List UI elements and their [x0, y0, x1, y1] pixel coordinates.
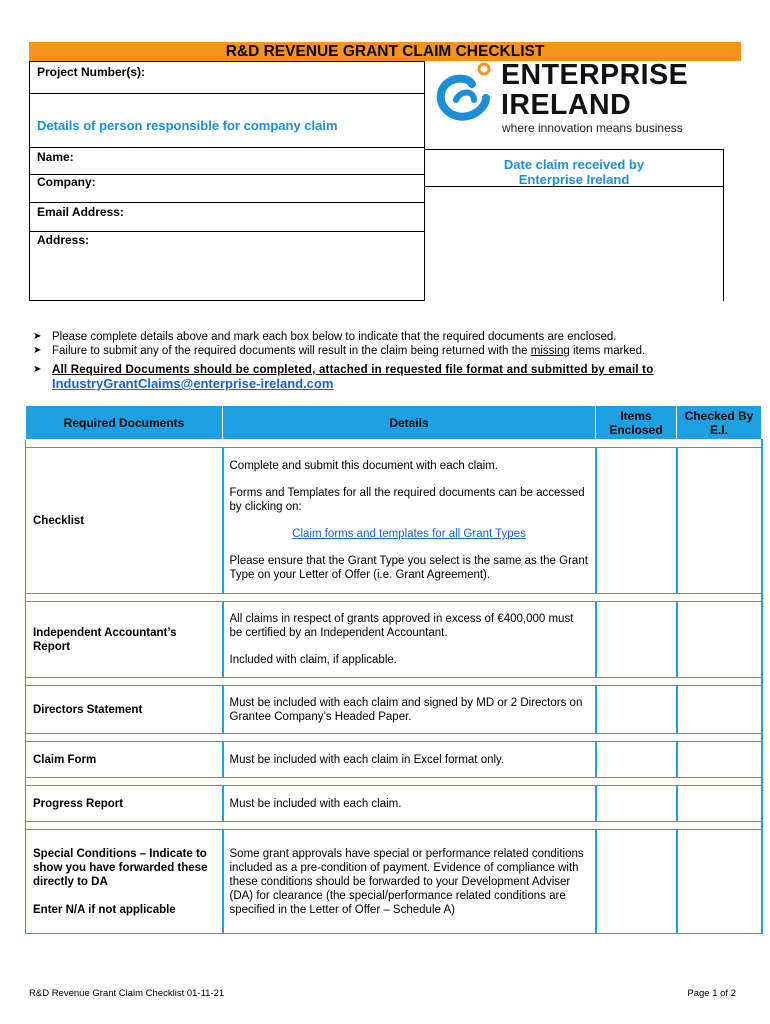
logo-line1: ENTERPRISE: [501, 59, 689, 91]
company-field[interactable]: [30, 175, 424, 203]
table-row: [26, 742, 762, 778]
email-label: Email Address:: [37, 205, 124, 219]
items-enclosed-checkbox[interactable]: [596, 686, 677, 734]
project-numbers-field[interactable]: [30, 62, 424, 94]
detail-text: Please ensure that the Grant Type you select is the same as the Grant Type on your Letter of Offer (i.e. Grant Agreement).: [229, 555, 588, 581]
table-row: [26, 602, 762, 678]
doc-details: [223, 786, 596, 822]
company-label: Company:: [37, 175, 96, 189]
doc-name: Independent Accountant’s Report: [26, 602, 223, 678]
project-numbers-label: Project Number(s):: [37, 65, 146, 79]
footer-page-number: Page 1 of 2: [687, 988, 736, 999]
header-details: Details: [223, 406, 596, 440]
table-row: [26, 448, 762, 594]
detail-text: All claims in respect of grants approved in excess of €400,000 must be certified by an Independent Accountant.: [229, 613, 574, 639]
date-received-label: [425, 150, 723, 187]
table-row: [26, 786, 762, 822]
claimant-details-form: [29, 61, 425, 301]
detail-text: Some grant approvals have special or performance related conditions included as a pre-condition of payment. Evidence of compliance with these conditions should be forwarded to your Development Adviser (DA) for clearance (the special/performance related conditions are specified in the Letter of Offer – Schedule A): [229, 847, 584, 916]
email-field[interactable]: [30, 203, 424, 232]
checked-by-ei-checkbox[interactable]: [677, 448, 762, 594]
doc-name: Claim Form: [26, 742, 223, 778]
page-title: R&D REVENUE GRANT CLAIM CHECKLIST: [29, 42, 741, 61]
logo-swirl-icon: [432, 62, 494, 126]
table-row: [26, 686, 762, 734]
checked-by-ei-checkbox[interactable]: [677, 742, 762, 778]
items-enclosed-checkbox[interactable]: [596, 602, 677, 678]
details-heading: Details of person responsible for company claim: [37, 118, 338, 133]
doc-details: [223, 602, 596, 678]
detail-text: Must be included with each claim.: [229, 797, 402, 810]
logo-line2: IRELAND: [501, 89, 632, 121]
doc-details: [223, 742, 596, 778]
items-enclosed-checkbox[interactable]: [596, 830, 677, 934]
instruction-item: [33, 330, 743, 344]
instruction-text: Failure to submit any of the required documents will result in the claim being returned with the: [52, 345, 531, 357]
checked-by-ei-checkbox[interactable]: [677, 830, 762, 934]
checked-by-ei-checkbox[interactable]: [677, 786, 762, 822]
items-enclosed-checkbox[interactable]: [596, 448, 677, 594]
instruction-item: [33, 344, 743, 358]
detail-text: Must be included with each claim and signed by MD or 2 Directors on Grantee Company’s Headed Paper.: [229, 696, 583, 723]
arrow-bullet-icon: ➤: [33, 364, 42, 375]
detail-text: Complete and submit this document with each claim.: [229, 460, 498, 472]
missing-word: missing: [530, 345, 570, 357]
instruction-text: All Required Documents should be completed, attached in requested file format and submitted by email to: [52, 364, 654, 376]
arrow-bullet-icon: ➤: [33, 331, 42, 342]
detail-text: Included with claim, if applicable.: [229, 654, 397, 666]
checked-by-ei-checkbox[interactable]: [677, 686, 762, 734]
name-label: Name:: [37, 150, 74, 164]
address-field[interactable]: [30, 232, 424, 300]
header-checked-by-ei: Checked By E.I.: [677, 406, 762, 440]
enterprise-ireland-logo: [432, 60, 732, 138]
date-received-box: [425, 149, 724, 301]
doc-name: Checklist: [26, 448, 223, 594]
instructions: [33, 330, 743, 391]
arrow-bullet-icon: ➤: [33, 345, 42, 356]
checked-by-ei-checkbox[interactable]: [677, 602, 762, 678]
name-field[interactable]: [30, 148, 424, 175]
doc-name: Progress Report: [26, 786, 223, 822]
table-header-row: [26, 406, 762, 440]
detail-text: Must be included with each claim in Excel format only.: [229, 753, 505, 766]
items-enclosed-checkbox[interactable]: [596, 742, 677, 778]
required-documents-table: [25, 405, 763, 934]
logo-wordmark: [501, 60, 688, 120]
header-required-documents: Required Documents: [26, 406, 223, 440]
doc-details: [223, 830, 596, 934]
details-heading-row: [30, 94, 424, 148]
header-items-enclosed: Items Enclosed: [596, 406, 677, 440]
footer-doc-title: R&D Revenue Grant Claim Checklist 01-11-21: [29, 988, 225, 999]
detail-text: Forms and Templates for all the required documents can be accessed by clicking on:: [229, 487, 585, 513]
doc-name-note: Enter N/A if not applicable: [33, 903, 176, 916]
claim-forms-link[interactable]: Claim forms and templates for all Grant Types: [292, 528, 526, 540]
items-enclosed-checkbox[interactable]: [596, 786, 677, 822]
instruction-text: items marked.: [569, 345, 646, 357]
address-label: Address:: [37, 233, 90, 247]
email-link[interactable]: IndustryGrantClaims@enterprise-ireland.com: [52, 376, 334, 391]
doc-name: [26, 830, 223, 934]
doc-name-text: Special Conditions – Indicate to show you have forwarded these directly to DA: [33, 847, 208, 888]
table-row: [26, 830, 762, 934]
doc-details: [223, 686, 596, 734]
doc-name: Directors Statement: [26, 686, 223, 734]
date-label-line1: Date claim received by: [503, 157, 645, 172]
date-label-line2: Enterprise Ireland: [518, 172, 630, 187]
doc-details: [223, 448, 596, 594]
logo-tagline: where innovation means business: [502, 121, 683, 135]
instruction-item: [33, 363, 743, 391]
instruction-text: Please complete details above and mark each box below to indicate that the required documents are enclosed.: [52, 331, 617, 343]
